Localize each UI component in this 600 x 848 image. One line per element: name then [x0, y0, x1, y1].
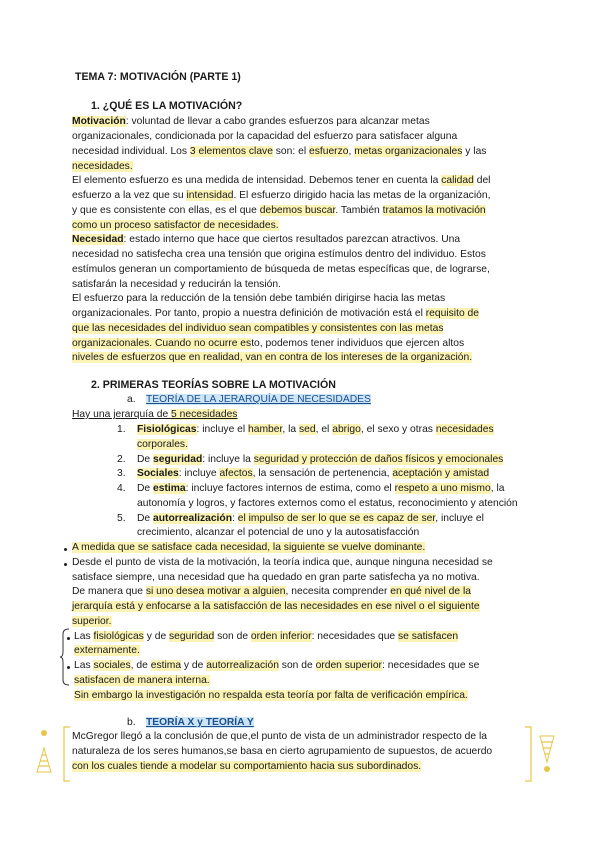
need-4-line-2: autonomía y logros, y factores externos como el estatus, reconocimiento y atención	[137, 498, 518, 509]
box-line-1: McGregor llegó a la conclusión de que,el punto de vista de un administrador respecto de la	[72, 731, 487, 742]
s1-line-4: necesidades.	[72, 161, 133, 172]
bullet-2-line-2: satisface siempre, una necesidad que ha quedado en gran parte satisfecha ya no motiva.	[72, 572, 480, 583]
box-line-2: naturaleza de los seres humanos,se basa en cierto agrupamiento de supuestos, de acuerdo	[72, 746, 493, 757]
s1-line-12: satisfarán la necesidad y reducirán la tensión.	[72, 279, 281, 290]
need-2-num: 2.	[117, 454, 126, 465]
bullet-3-line-1: Las fisiológicas y de seguridad son de orden inferior: necesidades que se satisfacen	[74, 631, 459, 642]
needs-intro: Hay una jerarquía de 5 necesidades	[72, 409, 238, 420]
need-2-line-1: De seguridad: incluye la seguridad y protección de daños físicos y emocionales	[137, 454, 504, 465]
party-hat-icon	[538, 734, 556, 774]
need-5-num: 5.	[117, 513, 126, 524]
bullet-4-line-1: Las sociales, de estima y de autorrealización son de orden superior: necesidades que se	[74, 660, 480, 671]
s1-line-17: niveles de esfuerzos que en realidad, van en contra de los intereses de la organización.	[72, 352, 473, 363]
s1-line-2: organizacionales, condicionada por la capacidad del esfuerzo para satisfacer alguna	[72, 131, 458, 142]
s1-line-5: El elemento esfuerzo es una medida de intensidad. Debemos tener en cuenta la calidad del	[72, 175, 491, 186]
s1-line-6: esfuerzo a la vez que su intensidad. El esfuerzo dirigido hacia las metas de la organización,	[72, 190, 491, 201]
need-3-num: 3.	[117, 468, 126, 479]
bullet-dot	[64, 563, 67, 566]
para-line-1: De manera que si uno desea motivar a alguien, necesita comprender en qué nivel de la	[72, 586, 471, 597]
s1-line-3: necesidad individual. Los 3 elementos clave son: el esfuerzo, metas organizacionales y las	[72, 146, 487, 157]
need-3-line-1: Sociales: incluye afectos, la sensación de pertenencia, aceptación y amistad	[137, 468, 490, 479]
left-bracket-icon	[63, 726, 71, 782]
para-line-2: jerarquía está y enfocarse a la satisfacción de las necesidades en ese nivel o el siguiente	[72, 601, 480, 612]
bullet-dot	[64, 548, 67, 551]
bullet-1: A medida que se satisface cada necesidad, la siguiente se vuelve dominante.	[72, 542, 426, 553]
section1-heading: 1. ¿QUÉ ES LA MOTIVACIÓN?	[91, 100, 243, 112]
need-1-line-2: corporales.	[137, 439, 188, 450]
para-line-3: superior.	[72, 616, 112, 627]
need-5-line-1: De autorrealización: el impulso de ser lo que se es capaz de ser, incluye el	[137, 513, 484, 524]
bullet-3-line-2: externamente.	[74, 645, 140, 656]
s1-line-14: organizacionales. Por tanto, propio a nuestra definición de motivación está el requisito de	[72, 308, 479, 319]
s1-line-10: necesidad no satisfecha crea una tensión que origina estímulos dentro del individuo. Estos	[72, 249, 486, 260]
s1-line-16: organizacionales. Cuando no ocurre esto, podemos tener individuos que ejercen altos	[72, 338, 465, 349]
note-line: Sin embargo la investigación no respalda esta teoría por falta de verificación empírica.	[74, 690, 468, 701]
bullet-4-line-2: satisfacen de manera interna.	[74, 675, 210, 686]
box-line-3: con los cuales tiende a modelar su comportamiento hacia sus subordinados.	[72, 761, 422, 772]
bullet-dot	[67, 637, 70, 640]
need-4-line-1: De estima: incluye factores internos de estima, como el respeto a uno mismo, la	[137, 483, 505, 494]
s1-line-8: como un proceso satisfactor de necesidades.	[72, 220, 279, 231]
s1-line-1: Motivación: voluntad de llevar a cabo grandes esfuerzos para alcanzar metas	[72, 116, 430, 127]
bullet-dot	[67, 666, 70, 669]
sub-a-marker: a.	[127, 394, 136, 405]
s1-line-11: estímulos generan un comportamiento de búsqueda de metas específicas que, de lograrse,	[72, 264, 490, 275]
doc-title: TEMA 7: MOTIVACIÓN (PARTE 1)	[75, 71, 241, 83]
need-4-num: 4.	[117, 483, 126, 494]
sub-b-title: TEORÍA X y TEORÍA Y	[146, 717, 254, 728]
sub-b-marker: b.	[127, 717, 136, 728]
section2-heading: 2. PRIMERAS TEORÍAS SOBRE LA MOTIVACIÓN	[91, 379, 336, 391]
bullet-2-line-1: Desde el punto de vista de la motivación, la teoría indica que, aunque ninguna necesidad se	[72, 557, 493, 568]
need-1-line-1: Fisiológicas: incluye el hamber, la sed, el abrigo, el sexo y otras necesidades	[137, 424, 494, 435]
party-hat-icon	[34, 728, 54, 774]
sub-a-title: TEORÍA DE LA JERARQUÍA DE NECESIDADES	[146, 394, 371, 405]
s1-line-13: El esfuerzo para la reducción de la tensión debe también dirigirse hacia las metas	[72, 293, 446, 304]
need-5-line-2: crecimiento, alcanzar el potencial de uno y la autosatisfacción	[137, 527, 420, 538]
need-1-num: 1.	[117, 424, 126, 435]
right-bracket-icon	[524, 726, 532, 782]
s1-line-9: Necesidad: estado interno que hace que ciertos resultados parezcan atractivos. Una	[72, 234, 461, 245]
s1-line-15: que las necesidades del individuo sean compatibles y consistentes con las metas	[72, 323, 444, 334]
s1-line-7: y que es consistente con ellas, es el que debemos buscar. También tratamos la motivación	[72, 205, 486, 216]
